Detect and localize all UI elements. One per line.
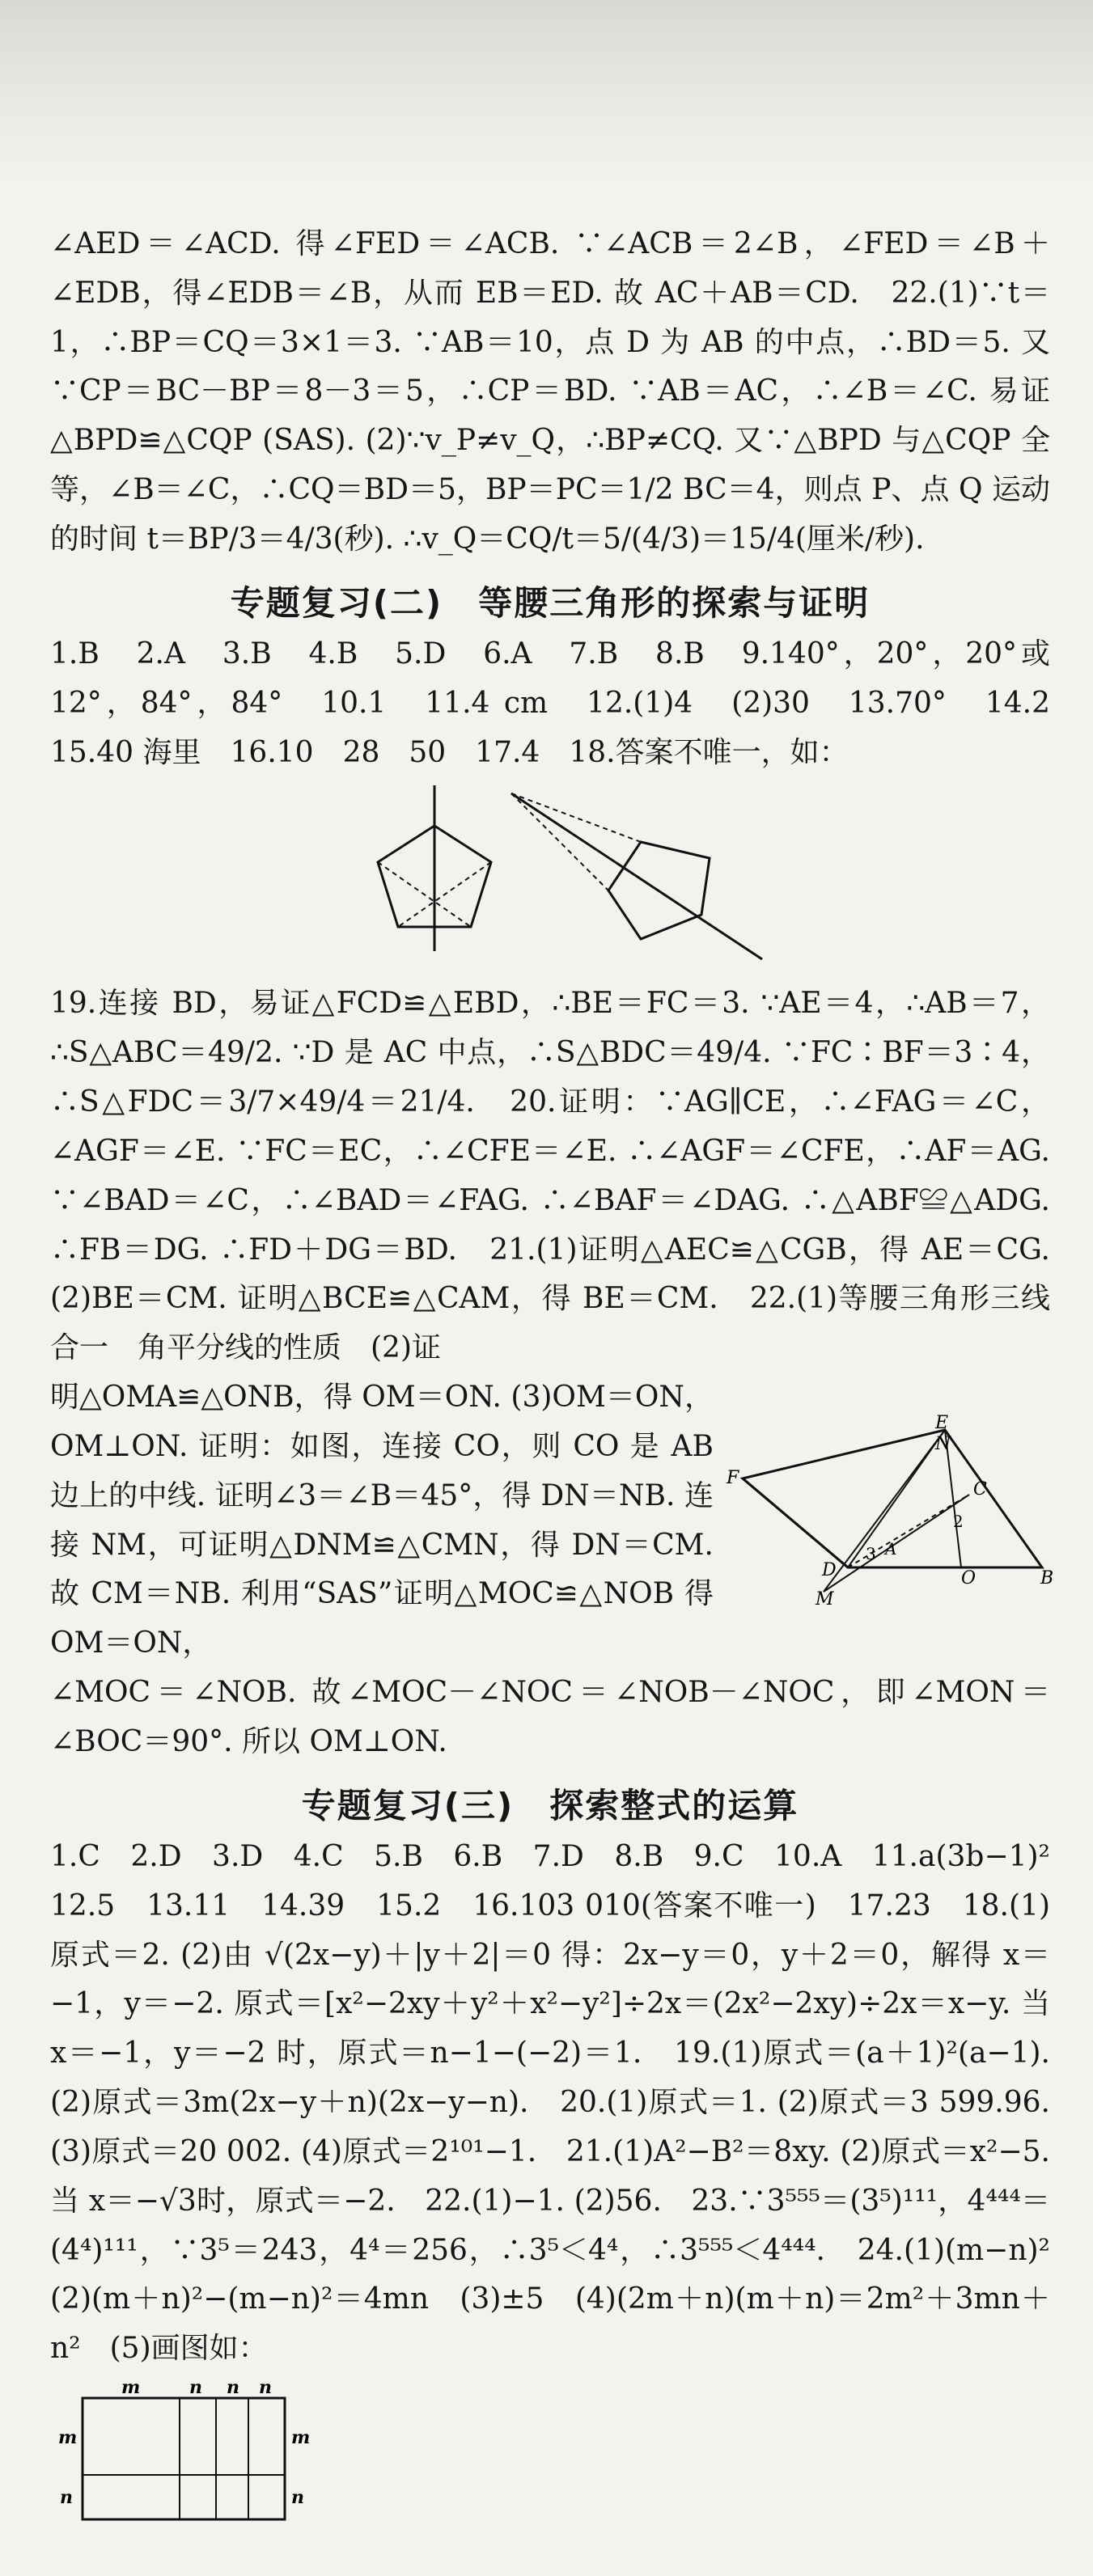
grid-top-n-3: n (259, 2377, 272, 2399)
label-E: E (935, 1413, 949, 1434)
area-grid-figure (50, 2374, 1050, 2576)
answer-content (50, 220, 1080, 2576)
label-A: A (885, 1539, 897, 1559)
paragraph-4-with-figure (50, 1373, 1054, 1669)
label-B: B (1040, 1568, 1054, 1589)
scan-top-band (0, 0, 1093, 186)
paragraph-3: 19.连接 BD，易证△FCD≌△EBD，∴BE＝FC＝3. ∵AE＝4，∴AB＝7，∴S△ABC＝49/2. ∵D 是 AC 中点，∴S△BDC＝49/4. ∵FC∶BF＝3∶4，∴S△FDC＝3/7×49/4＝21/4. 20.证明：∵AG∥CE，∴∠FAG＝∠C，∠AGF＝∠E. ∵FC＝EC，∴∠CFE＝∠E. ∴∠AGF＝∠CFE，∴AF＝AG. ∵∠BAD＝∠C，∴∠BAD＝∠FAG. ∴∠BAF＝∠DAG. ∴△ABF≌△ADG. ∴FB＝DG. ∴FD＋DG＝BD. 21.(1)证明△AEC≌△CGB，得 AE＝CG. (2)BE＝CM. 证明△BCE≌△CAM，得 BE＝CM. 22.(1)等腰三角形三线合一 角平分线的性质 (2)证 (50, 987, 1050, 1365)
label-O: O (961, 1568, 976, 1589)
label-D: D (822, 1560, 837, 1581)
label-N: N (935, 1434, 951, 1455)
grid-left-m: m (58, 2427, 78, 2449)
paragraph-2: 1.B 2.A 3.B 4.B 5.D 6.A 7.B 8.B 9.140°，20°，20°或 12°，84°，84° 10.1 11.4 cm 12.(1)4 (2)30 13.70° 14.2 15.40 海里 16.10 28 50 17.4 18.答案不唯一，如： (50, 637, 1080, 769)
section-heading-3: 专题复习(三) 探索整式的运算 (301, 1785, 799, 1825)
triangle-figure (727, 1413, 1054, 1610)
label-M: M (816, 1589, 834, 1610)
paragraph-5: 1.C 2.D 3.D 4.C 5.B 6.B 7.D 8.B 9.C 10.A 11.a(3b−1)² 12.5 13.11 14.39 15.2 16.103 010(答案不唯一) 17.23 18.(1)原式＝2. (2)由 √(2x−y)＋|y＋2|＝0 得：2x−y＝0，y＋2＝0，解得 x＝−1，y＝−2. 原式＝[x²−2xy＋y²＋x²−y²]÷2x＝(2x²−2xy)÷2x＝x−y. 当 x＝−1，y＝−2 时，原式＝n−1−(−2)＝1. 19.(1)原式＝(a＋1)²(a−1). (2)原式＝3m(2x−y＋n)(2x−y−n). 20.(1)原式＝1. (2)原式＝3 599.96. (3)原式＝20 002. (4)原式＝2¹⁰¹−1. 21.(1)A²−B²＝8xy. (2)原式＝x²−5. 当 x＝−√3时，原式＝−2. 22.(1)−1. (2)56. 23.∵3⁵⁵⁵＝(3⁵)¹¹¹，4⁴⁴⁴＝(4⁴)¹¹¹，∵3⁵＝243，4⁴＝256，∴3⁵＜4⁴，∴3⁵⁵⁵＜4⁴⁴⁴. 24.(1)(m−n)² (2)(m＋n)²−(m−n)²＝4mn (3)±5 (4)(2m＋n)(m＋n)＝2m²＋3mn＋n² (5)画图如： (50, 1839, 1080, 2366)
pentagon-figures (50, 777, 1050, 979)
grid-right-n: n (291, 2487, 304, 2509)
paragraph-4b: ∠MOC＝∠NOB. 故∠MOC－∠NOC＝∠NOB－∠NOC，即∠MON＝∠BOC＝90°. 所以 OM⊥ON. (50, 1676, 1050, 1758)
label-F: F (727, 1468, 739, 1489)
section-heading-2: 专题复习(二) 等腰三角形的探索与证明 (230, 582, 871, 623)
pentagon-symmetry-figure (358, 785, 511, 955)
paragraph-1: ∠AED＝∠ACD. 得∠FED＝∠ACB. ∵∠ACB＝2∠B，∠FED＝∠B＋∠EDB，得∠EDB＝∠B，从而 EB＝ED. 故 AC＋AB＝CD. 22.(1)∵t＝1，∴BP＝CQ＝3×1＝3. ∵AB＝10，点 D 为 AB 的中点，∴BD＝5. 又∵CP＝BC－BP＝8－3＝5，∴CP＝BD. ∵AB＝AC，∴∠B＝∠C. 易证△BPD≌△CQP (SAS). (2)∵v_P≠v_Q，∴BP≠CQ. 又∵△BPD 与△CQP 全等，∠B＝∠C，∴CQ＝BD＝5，BP＝PC＝1/2 BC＝4，则点 P、点 Q 运动的时间 t＝BP/3＝4/3(秒). ∴v_Q＝CQ/t＝5/(4/3)＝15/4(厘米/秒). (50, 227, 1050, 556)
label-3: 3 (866, 1544, 876, 1564)
grid-top-m-1: m (121, 2377, 141, 2399)
paragraph-4: 明△OMA≌△ONB，得 OM＝ON. (3)OM＝ON，OM⊥ON. 证明：如图，连接 CO，则 CO 是 AB 边上的中线. 证明∠3＝∠B＝45°，得 DN＝NB. 连接 NM，可证明△DNM≌△CMN，得 DN＝CM. 故 CM＝NB. 利用“SAS”证明△MOC≌△NOB 得 OM＝ON， (50, 1381, 714, 1660)
grid-left-n: n (60, 2487, 73, 2509)
grid-top-n-2: n (227, 2377, 239, 2399)
grid-right-m: m (291, 2427, 311, 2449)
label-2: 2 (953, 1512, 964, 1532)
label-C: C (973, 1479, 987, 1500)
rectangle-grid (50, 2374, 374, 2576)
grid-top-n-1: n (189, 2377, 202, 2399)
pentagon-rotated-figure (503, 777, 778, 971)
